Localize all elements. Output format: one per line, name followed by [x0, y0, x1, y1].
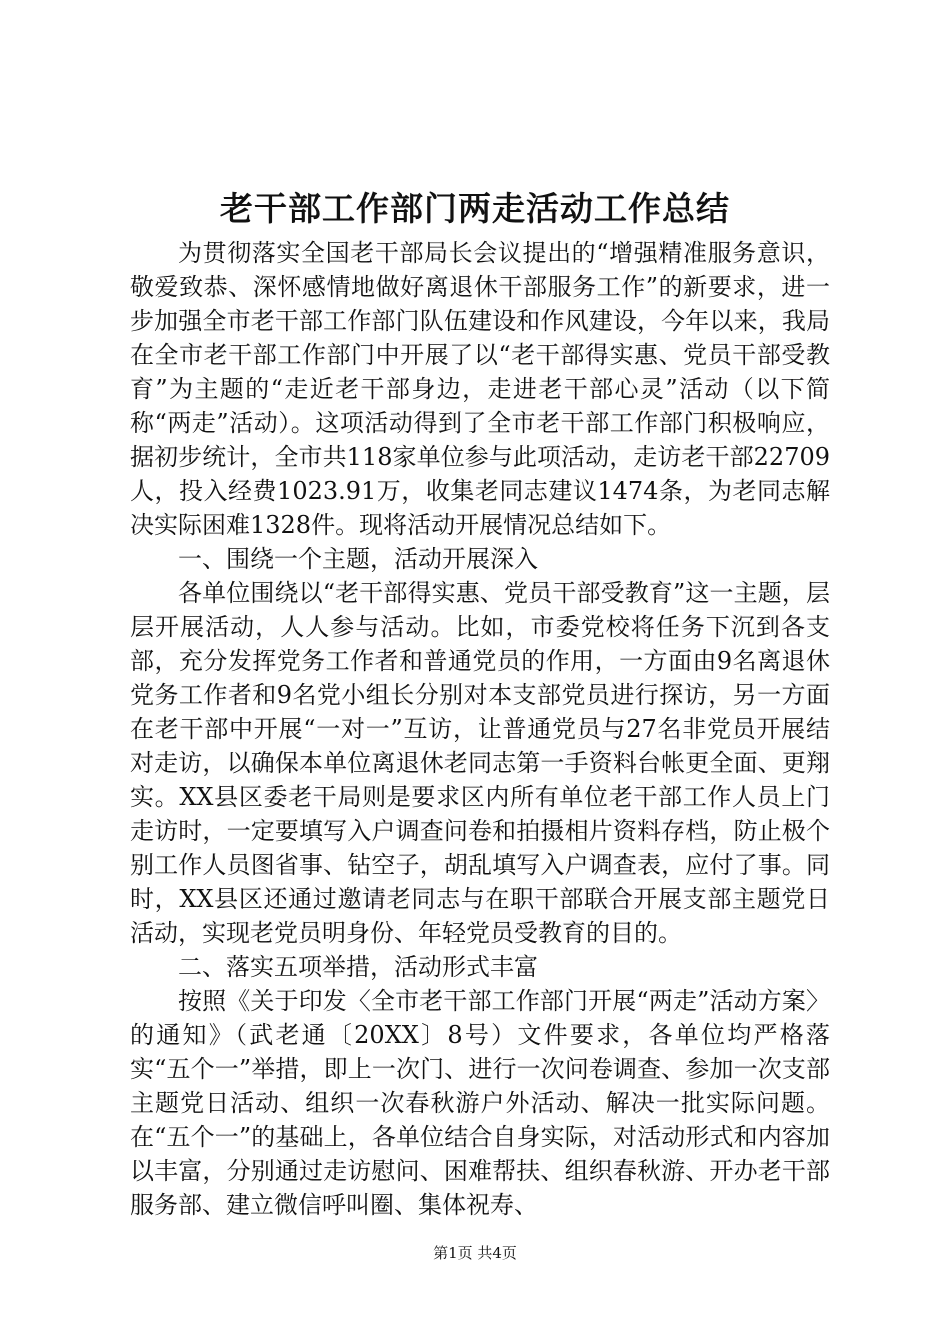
- section-heading-1: 一、围绕一个主题，活动开展深入: [178, 545, 538, 573]
- section-heading-2: 二、落实五项举措，活动形式丰富: [178, 953, 538, 981]
- document-body: [130, 236, 830, 1222]
- paragraph-intro: 为贯彻落实全国老干部局长会议提出的“增强精准服务意识，敬爱致恭、深怀感情地做好离退休干部服务工作”的新要求，进一步加强全市老干部工作部门队伍建设和作风建设，今年以来，我局在全市老干部工作部门中开展了以“老干部得实惠、党员干部受教育”为主题的“走近老干部身边，走进老干部心灵”活动（以下简称“两走”活动）。这项活动得到了全市老干部工作部门积极响应，据初步统计，全市共118家单位参与此项活动，走访老干部22709人，投入经费1023.91万，收集老同志建议1474条，为老同志解决实际困难1328件。现将活动开展情况总结如下。: [130, 239, 830, 539]
- paragraph-section-1: 各单位围绕以“老干部得实惠、党员干部受教育”这一主题，层层开展活动，人人参与活动。比如，市委党校将任务下沉到各支部，充分发挥党务工作者和普通党员的作用，一方面由9名离退休党务工作者和9名党小组长分别对本支部党员进行探访，另一方面在老干部中开展“一对一”互访，让普通党员与27名非党员开展结对走访，以确保本单位离退休老同志第一手资料台帐更全面、更翔实。XX县区委老干局则是要求区内所有单位老干部工作人员上门走访时，一定要填写入户调查问卷和拍摄相片资料存档，防止极个别工作人员图省事、钻空子，胡乱填写入户调查表，应付了事。同时，XX县区还通过邀请老同志与在职干部联合开展支部主题党日活动，实现老党员明身份、年轻党员受教育的目的。: [130, 579, 830, 947]
- page-footer: 第1页 共4页: [433, 1244, 517, 1262]
- paragraph-section-2: 按照《关于印发〈全市老干部工作部门开展“两走”活动方案〉的通知》（武老通〔20XX〕8号）文件要求，各单位均严格落实“五个一”举措，即上一次门、进行一次问卷调查、参加一次支部主题党日活动、组织一次春秋游户外活动、解决一批实际问题。在“五个一”的基础上，各单位结合自身实际，对活动形式和内容加以丰富，分别通过走访慰问、困难帮扶、组织春秋游、开办老干部服务部、建立微信呼叫圈、集体祝寿、: [130, 987, 830, 1219]
- document-title: 老干部工作部门两走活动工作总结: [220, 189, 730, 228]
